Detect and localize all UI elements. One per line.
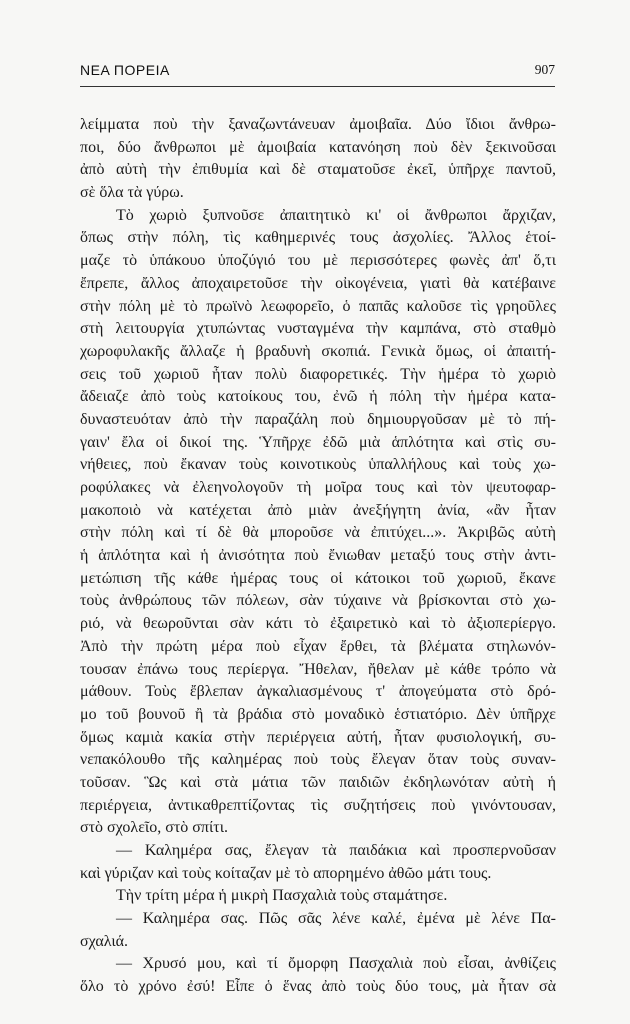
text-line: — Καλημέρα σας. Πῶς σᾶς λένε καλέ, ἐμένα μὲ λένε Πα- [116,910,556,928]
text-line: στὴ λειτουργία χτυπώντας νυσταγμένα τὴν καμπάνα, στὸ σταθμὸ [80,320,556,338]
text-line: ὅπως στὴν πόλη, τὶς καθημερινές τους ἀσχολίες. Ἄλλος ἑτοί- [80,229,556,247]
page-number: 907 [534,62,555,77]
text-line: γαιν' ἔλα οἱ δικοί της. Ὑπῆρχε ἐδῶ μιὰ ἁπλότητα καὶ στὶς συ- [80,433,556,451]
text-line: ὅλο τὸ χρόνο ἐσύ! Εἶπε ὁ ἕνας ἀπὸ τοὺς δύο τους, μὰ ἦταν σὰ [80,978,556,996]
text-line: τοὺς ἀνθρώπους τῶν πόλεων, σὰν τύχαινε νὰ βρίσκονται στὸ χω- [80,592,556,610]
text-line: μετώπιση τῆς κάθε ἡμέρας τους οἱ κάτοικοι τοῦ χωριοῦ, ἔκανε [80,569,556,587]
text-line: ἔπρεπε, ἄλλος ἀποχαιρετοῦσε τὴν οἰκογένεια, γιατὶ θὰ κατέβαινε [80,274,556,292]
text-line: μο τοῦ βουνοῦ ἢ τὰ βράδια στὸ μοναδικὸ ἑστιατόριο. Δὲν ὑπῆρχε [80,705,556,723]
text-line: τουσαν ἐπάνω τους περίεργα. Ἤθελαν, ἤθελαν μὲ κάθε τρόπο νὰ [80,660,556,678]
text-line: στὴν πόλη καὶ τί δὲ θὰ μποροῦσε νὰ ἐπιτύχει...». Ἀκριβῶς αὐτὴ [80,524,556,542]
text-line: Τὸ χωριὸ ξυπνοῦσε ἀπαιτητικὸ κι' οἱ ἄνθρωποι ἄρχιζαν, [116,206,556,224]
text-line: ριό, νὰ θεωροῦνται σὰν κάτι τὸ ἐξαιρετικὸ καὶ τὸ ἀξιοπερίεργο. [80,615,556,633]
text-line: ἡ ἁπλότητα καὶ ἡ ἀνισότητα ποὺ ἔνιωθαν μεταξύ τους στὴν ἀντι- [80,547,556,565]
text-line: σχαλιά. [80,932,129,950]
body-text [80,114,556,999]
text-line: στὴν πόλη μὲ τὸ πρωϊνὸ λεωφορεῖο, ὁ παπᾶς καλοῦσε τὶς γρηοῦλες [80,297,556,315]
page-header [80,62,555,84]
running-title: ΝΕΑ ΠΟΡΕΙΑ [80,62,170,78]
text-line: μάθουν. Τοὺς ἔβλεπαν ἀγκαλιασμένους τ' ἀπογεύματα στὸ δρό- [80,683,556,701]
text-line: Τὴν τρίτη μέρα ἡ μικρὴ Πασχαλιὰ τοὺς σταμάτησε. [116,887,448,905]
text-line: μαζε τὸ ὑπάκουο ὑποζύγιό του μὲ περισσότερες φωνὲς ἀπ' ὅ,τι [80,252,556,270]
text-line: καὶ γύριζαν καὶ τοὺς κοίταζαν μὲ τὸ απορημένο ἀθῶο μάτι τους. [80,864,492,882]
text-line: σὲ ὅλα τὰ γύρω. [80,184,184,202]
text-line: τοῦσαν. Ὣς καὶ στὰ μάτια τῶν παιδιῶν ἐκδηλωνόταν αὐτὴ ἡ [80,773,556,791]
text-line: λείμματα ποὺ τὴν ξαναζωντάνευαν ἀμοιβαῖα. Δύο ἴδιοι ἄνθρω- [80,116,556,133]
text-line: νήθειες, ποὺ ἔκαναν τοὺς κοινοτικοὺς ὑπαλλήλους καὶ τοὺς χω- [80,456,556,474]
text-line: — Χρυσό μου, καὶ τί ὄμορφη Πασχαλιὰ ποὺ εἶσαι, ἀνθίζεις [116,955,556,973]
text-line: ἀπὸ αὐτὴ τὴν ἐπιθυμία καὶ δὲ σταματοῦσε ἐκεῖ, ὑπῆρχε παντοῦ, [80,161,556,179]
text-line: ὅμως καμιὰ κακία στὴν περιέργεια αὐτή, ἦταν φυσιολογική, συ- [80,728,556,746]
text-line: χωροφυλακῆς ἄλλαζε ἡ βραδυνὴ σκοπιά. Γενικὰ ὅμως, οἱ ἀπαιτή- [80,342,556,360]
text-line: περιέργεια, ἀντικαθρεπτίζοντας τὶς συζητήσεις ποὺ γινόντουσαν, [80,796,556,814]
text-line: — Καλημέρα σας, ἔλεγαν τὰ παιδάκια καὶ προσπερνοῦσαν [116,842,556,859]
text-line: ποι, δύο ἄνθρωποι μὲ ἀμοιβαία κατανόηση ποὺ δὲν ξεκινοῦσαι [80,138,556,156]
text-line: δυναστευόταν ἀπὸ τὴν παραζάλη ποὺ δημιουργοῦσαν μὲ τὸ πή- [80,410,556,428]
text-line: ροφύλακες νὰ ἐλεηνολογοῦν τὴ μοῖρα τους καὶ τὸν ψευτοφαρ- [80,479,556,496]
text-line: στὸ σχολεῖο, στὸ σπίτι. [80,819,229,837]
text-line: νεπακόλουθο τῆς καλημέρας ποὺ τοὺς ἔλεγαν ὅταν τοὺς συναν- [80,751,556,769]
text-line: μακοποιὸ νὰ κατέχεται ἀπὸ μιὰν ἀνεξήγητη ἀνία, «ἂν ἦταν [80,501,556,519]
text-line: ἄδειαζε ἀπὸ τοὺς κατοίκους του, ἐνῶ ἡ πόλη τὴν ἡμέρα κατα- [80,388,556,406]
text-line: σεις τοῦ χωριοῦ ἦταν πολὺ διαφορετικές. Τὴν ἡμέρα τὸ χωριὸ [80,365,556,383]
header-rule [80,86,555,87]
text-line: Ἀπὸ τὴν πρώτη μέρα ποὺ εἶχαν ἔρθει, τὰ βλέματα στηλωνόν- [80,637,556,655]
